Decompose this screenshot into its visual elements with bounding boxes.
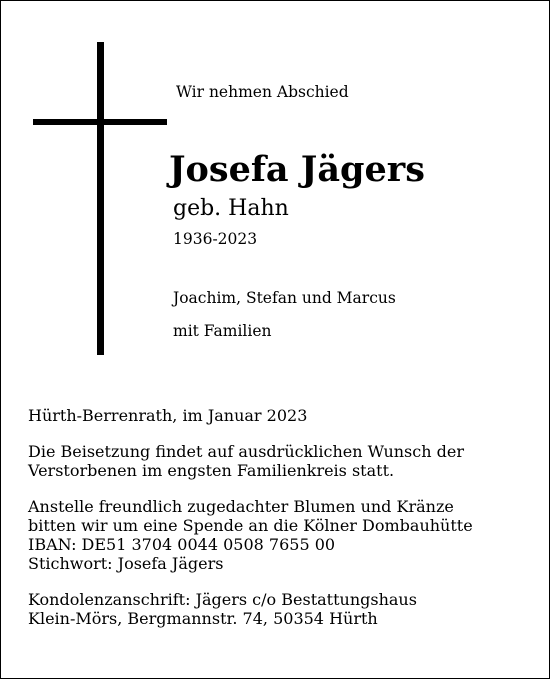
maiden-name: geb. Hahn: [173, 196, 289, 221]
iban-line: IBAN: DE51 3704 0044 0508 7655 00: [28, 535, 336, 554]
donation-line: Anstelle freundlich zugedachter Blumen und Kränze: [28, 497, 454, 516]
funeral-line: Die Beisetzung findet auf ausdrücklichen Wunsch der: [28, 442, 464, 461]
place-date-line: Hürth-Berrenrath, im Januar 2023: [28, 406, 308, 425]
deceased-name: Josefa Jägers: [169, 149, 425, 190]
place-and-date: [28, 406, 528, 425]
life-dates: 1936-2023: [173, 230, 258, 248]
funeral-line: Verstorbenen im engsten Familienkreis statt.: [28, 461, 395, 480]
funeral-paragraph: [28, 442, 528, 480]
condolence-line: Kondolenzanschrift: Jägers c/o Bestattungshaus: [28, 590, 417, 609]
notice-body: [28, 406, 528, 645]
cross-icon-vertical-bar: [97, 42, 104, 355]
farewell-intro: Wir nehmen Abschied: [176, 83, 349, 101]
condolence-line: Klein-Mörs, Bergmannstr. 74, 50354 Hürth: [28, 609, 378, 628]
condolence-paragraph: [28, 590, 528, 628]
cross-icon-horizontal-bar: [33, 119, 167, 125]
keyword-line: Stichwort: Josefa Jägers: [28, 554, 224, 573]
mourners-families: mit Familien: [173, 322, 272, 340]
donation-paragraph: [28, 497, 528, 573]
donation-line: bitten wir um eine Spende an die Kölner Dombauhütte: [28, 516, 473, 535]
mourners-names: Joachim, Stefan und Marcus: [173, 289, 396, 307]
